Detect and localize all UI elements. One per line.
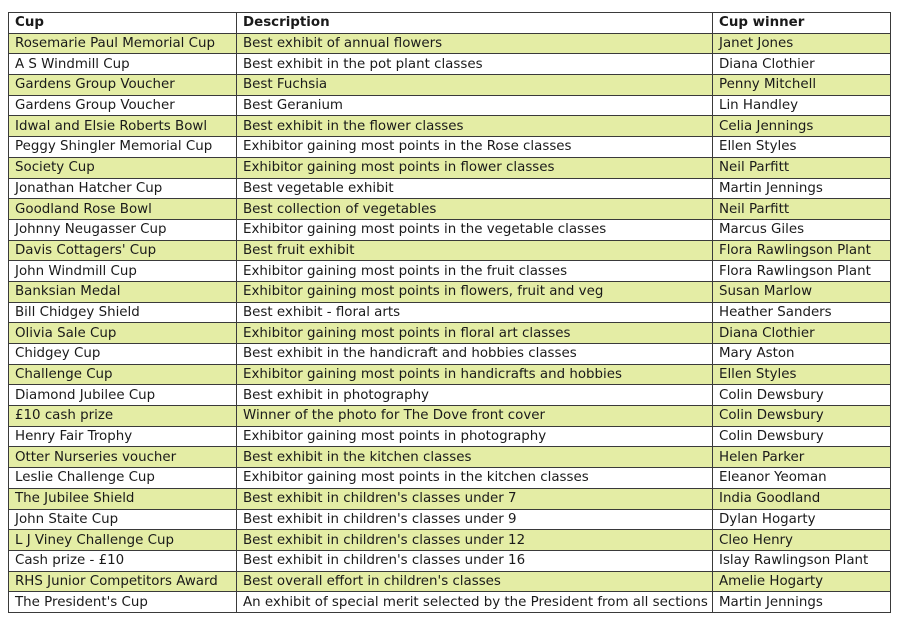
table-body — [9, 33, 891, 612]
description-cell: Best exhibit - floral arts — [237, 302, 713, 323]
description-cell: Best exhibit in the pot plant classes — [237, 54, 713, 75]
cup-cell: L J Viney Challenge Cup — [9, 530, 237, 551]
table-row — [9, 509, 891, 530]
table-row — [9, 488, 891, 509]
table-row — [9, 157, 891, 178]
cup-cell: Banksian Medal — [9, 281, 237, 302]
winner-cell: Cleo Henry — [713, 530, 891, 551]
cup-cell: Rosemarie Paul Memorial Cup — [9, 33, 237, 54]
cup-cell: Johnny Neugasser Cup — [9, 219, 237, 240]
cup-cell: Diamond Jubilee Cup — [9, 385, 237, 406]
table-row — [9, 447, 891, 468]
description-cell: Exhibitor gaining most points in the kitchen classes — [237, 468, 713, 489]
table-row — [9, 54, 891, 75]
cup-cell: Henry Fair Trophy — [9, 426, 237, 447]
table-row — [9, 116, 891, 137]
cup-cell: Bill Chidgey Shield — [9, 302, 237, 323]
cup-cell: Jonathan Hatcher Cup — [9, 178, 237, 199]
cup-cell: The Jubilee Shield — [9, 488, 237, 509]
table-row — [9, 592, 891, 613]
winner-cell: Neil Parfitt — [713, 199, 891, 220]
description-cell: Best exhibit in children's classes under 12 — [237, 530, 713, 551]
winner-cell: Penny Mitchell — [713, 75, 891, 96]
table-row — [9, 261, 891, 282]
table-row — [9, 219, 891, 240]
winner-cell: Mary Aston — [713, 344, 891, 365]
description-cell: Exhibitor gaining most points in flowers, fruit and veg — [237, 281, 713, 302]
winner-cell: Celia Jennings — [713, 116, 891, 137]
cup-cell: Cash prize - £10 — [9, 550, 237, 571]
winner-cell: India Goodland — [713, 488, 891, 509]
winner-cell: Amelie Hogarty — [713, 571, 891, 592]
table-row — [9, 178, 891, 199]
table-row — [9, 364, 891, 385]
table-row — [9, 323, 891, 344]
description-cell: Best exhibit of annual flowers — [237, 33, 713, 54]
table-row — [9, 550, 891, 571]
winner-cell: Janet Jones — [713, 33, 891, 54]
table-row — [9, 95, 891, 116]
winner-cell: Ellen Styles — [713, 137, 891, 158]
header-row — [9, 13, 891, 34]
winner-cell: Diana Clothier — [713, 323, 891, 344]
table-row — [9, 530, 891, 551]
cup-cell: Peggy Shingler Memorial Cup — [9, 137, 237, 158]
cup-cell: John Staite Cup — [9, 509, 237, 530]
table-row — [9, 281, 891, 302]
table-row — [9, 385, 891, 406]
cup-cell: Society Cup — [9, 157, 237, 178]
header-description: Description — [237, 13, 713, 34]
description-cell: Exhibitor gaining most points in the Rose classes — [237, 137, 713, 158]
description-cell: Best exhibit in photography — [237, 385, 713, 406]
winner-cell: Helen Parker — [713, 447, 891, 468]
cup-cell: Challenge Cup — [9, 364, 237, 385]
description-cell: Best collection of vegetables — [237, 199, 713, 220]
cup-cell: Davis Cottagers' Cup — [9, 240, 237, 261]
description-cell: Winner of the photo for The Dove front cover — [237, 406, 713, 427]
winner-cell: Diana Clothier — [713, 54, 891, 75]
table-row — [9, 33, 891, 54]
winner-cell: Neil Parfitt — [713, 157, 891, 178]
header-cup-winner: Cup winner — [713, 13, 891, 34]
cup-cell: Gardens Group Voucher — [9, 75, 237, 96]
winner-cell: Lin Handley — [713, 95, 891, 116]
header-cup: Cup — [9, 13, 237, 34]
winner-cell: Martin Jennings — [713, 592, 891, 613]
table-row — [9, 468, 891, 489]
cup-cell: Goodland Rose Bowl — [9, 199, 237, 220]
cup-cell: Otter Nurseries voucher — [9, 447, 237, 468]
table-row — [9, 137, 891, 158]
winner-cell: Susan Marlow — [713, 281, 891, 302]
description-cell: Exhibitor gaining most points in handicrafts and hobbies — [237, 364, 713, 385]
winner-cell: Colin Dewsbury — [713, 385, 891, 406]
winner-cell: Flora Rawlingson Plant — [713, 261, 891, 282]
winner-cell: Flora Rawlingson Plant — [713, 240, 891, 261]
cup-winners-table — [8, 12, 891, 613]
description-cell: An exhibit of special merit selected by the President from all sections — [237, 592, 713, 613]
description-cell: Best Fuchsia — [237, 75, 713, 96]
cup-cell: Leslie Challenge Cup — [9, 468, 237, 489]
winner-cell: Colin Dewsbury — [713, 426, 891, 447]
table-row — [9, 344, 891, 365]
table-row — [9, 240, 891, 261]
winner-cell: Colin Dewsbury — [713, 406, 891, 427]
description-cell: Exhibitor gaining most points in photography — [237, 426, 713, 447]
winner-cell: Heather Sanders — [713, 302, 891, 323]
cup-cell: A S Windmill Cup — [9, 54, 237, 75]
description-cell: Best exhibit in children's classes under 9 — [237, 509, 713, 530]
cup-cell: John Windmill Cup — [9, 261, 237, 282]
description-cell: Best exhibit in children's classes under 16 — [237, 550, 713, 571]
cup-cell: Idwal and Elsie Roberts Bowl — [9, 116, 237, 137]
description-cell: Best fruit exhibit — [237, 240, 713, 261]
description-cell: Best exhibit in the handicraft and hobbies classes — [237, 344, 713, 365]
description-cell: Best overall effort in children's classes — [237, 571, 713, 592]
description-cell: Best exhibit in the kitchen classes — [237, 447, 713, 468]
description-cell: Exhibitor gaining most points in floral art classes — [237, 323, 713, 344]
cup-cell: Olivia Sale Cup — [9, 323, 237, 344]
winner-cell: Eleanor Yeoman — [713, 468, 891, 489]
table-row — [9, 75, 891, 96]
description-cell: Best exhibit in children's classes under 7 — [237, 488, 713, 509]
table-row — [9, 406, 891, 427]
winner-cell: Islay Rawlingson Plant — [713, 550, 891, 571]
description-cell: Best exhibit in the flower classes — [237, 116, 713, 137]
winner-cell: Marcus Giles — [713, 219, 891, 240]
description-cell: Exhibitor gaining most points in the vegetable classes — [237, 219, 713, 240]
winner-cell: Martin Jennings — [713, 178, 891, 199]
cup-cell: £10 cash prize — [9, 406, 237, 427]
description-cell: Exhibitor gaining most points in the fruit classes — [237, 261, 713, 282]
table-row — [9, 302, 891, 323]
description-cell: Exhibitor gaining most points in flower classes — [237, 157, 713, 178]
winner-cell: Ellen Styles — [713, 364, 891, 385]
table-row — [9, 571, 891, 592]
cup-cell: RHS Junior Competitors Award — [9, 571, 237, 592]
cup-cell: Chidgey Cup — [9, 344, 237, 365]
description-cell: Best Geranium — [237, 95, 713, 116]
table-row — [9, 426, 891, 447]
winner-cell: Dylan Hogarty — [713, 509, 891, 530]
table-row — [9, 199, 891, 220]
cup-cell: The President's Cup — [9, 592, 237, 613]
description-cell: Best vegetable exhibit — [237, 178, 713, 199]
cup-cell: Gardens Group Voucher — [9, 95, 237, 116]
